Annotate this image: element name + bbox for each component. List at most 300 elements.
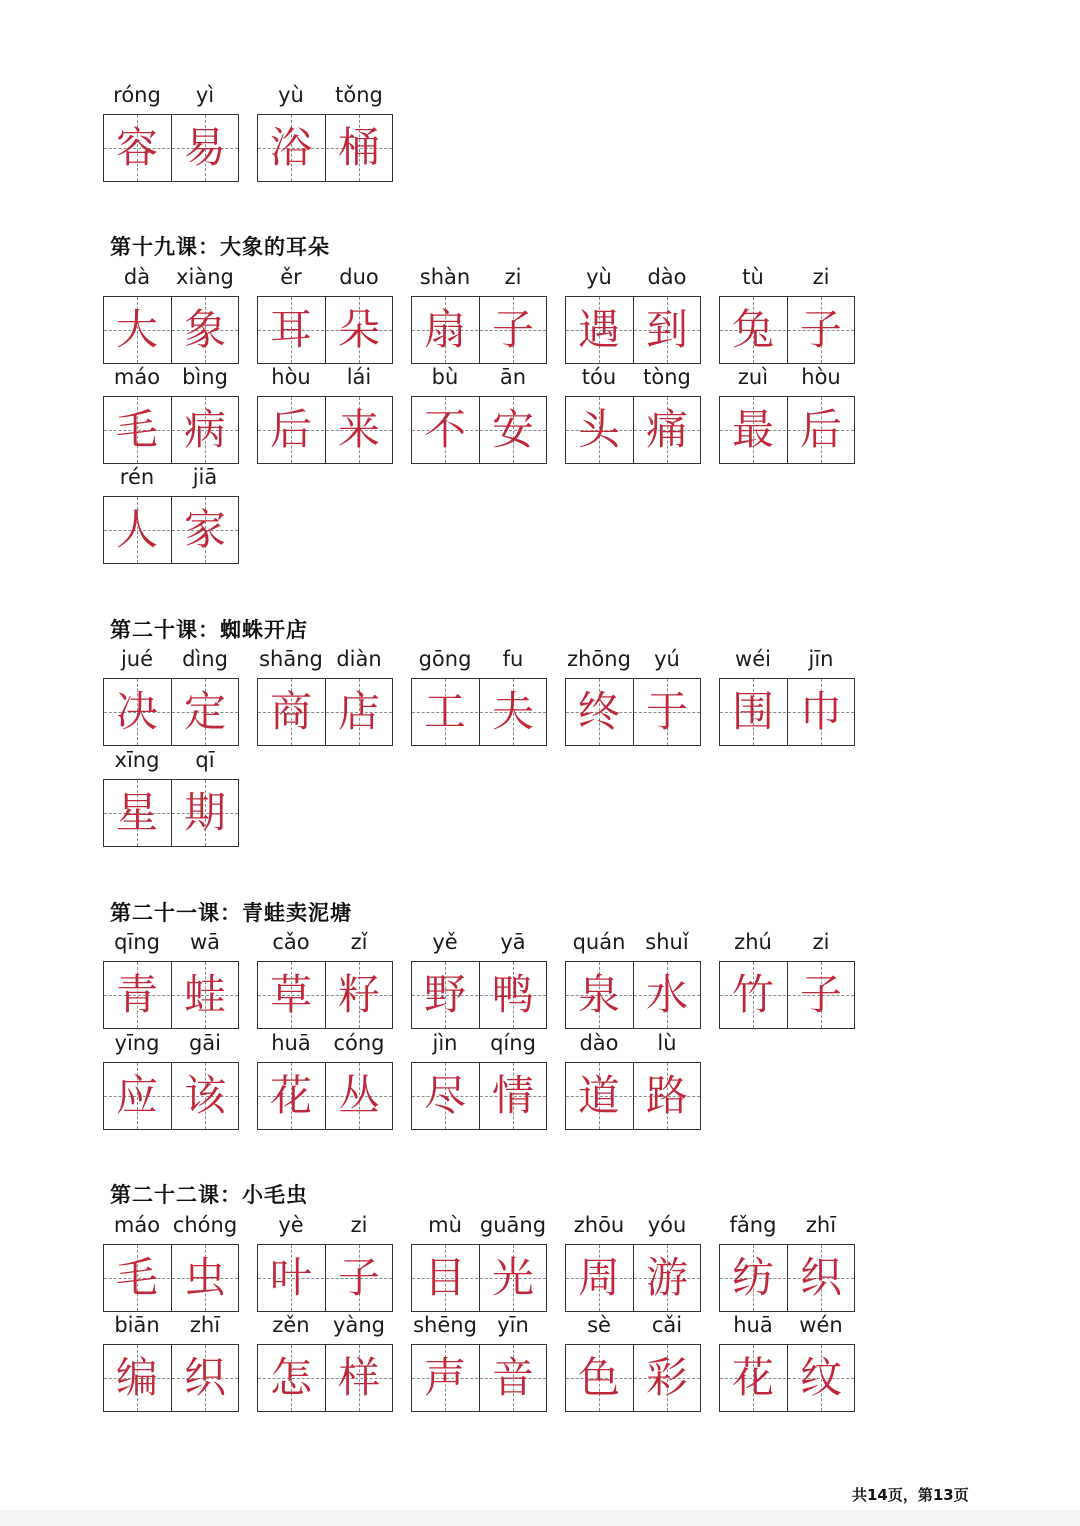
hanzi-character: 编: [115, 1353, 158, 1402]
hanzi-character: 巾: [799, 687, 842, 736]
character-cell: [258, 679, 324, 745]
character-cell: [258, 397, 324, 463]
pinyin-row: [565, 646, 701, 676]
character-cell: [171, 1063, 238, 1129]
pinyin-syllable: gāi: [188, 1031, 222, 1055]
character-cell: [325, 962, 392, 1028]
pinyin-syllable: zi: [812, 930, 830, 954]
hanzi-character: 水: [645, 970, 688, 1019]
pinyin-syllable: yā: [500, 930, 526, 954]
character-cell: [412, 679, 478, 745]
pinyin-syllable: zěn: [272, 1313, 310, 1337]
pinyin-row: [103, 364, 239, 394]
character-cell: [479, 297, 546, 363]
page-number: 共14页，第13页: [852, 1486, 969, 1504]
pinyin-syllable: tǒng: [335, 83, 383, 107]
tianzige-grid: [411, 678, 547, 746]
tianzige-grid: [719, 1244, 855, 1312]
pinyin-row: [103, 1312, 239, 1342]
tianzige-grid: [411, 1244, 547, 1312]
pinyin-syllable: huā: [733, 1313, 773, 1337]
pinyin-row: [257, 364, 393, 394]
pinyin-syllable: cóng: [333, 1031, 385, 1055]
vocab-word: [257, 1030, 393, 1130]
vocab-word: [103, 747, 239, 847]
pinyin-syllable: máo: [113, 365, 161, 389]
hanzi-character: 花: [269, 1071, 312, 1120]
pinyin-syllable: tòng: [643, 365, 691, 389]
character-cell: [787, 297, 854, 363]
hanzi-character: 兔: [731, 305, 774, 354]
hanzi-character: 最: [731, 405, 774, 454]
character-cell: [479, 1345, 546, 1411]
pinyin-syllable: zi: [812, 265, 830, 289]
character-cell: [412, 1063, 478, 1129]
hanzi-character: 子: [491, 305, 534, 354]
character-cell: [633, 1245, 700, 1311]
character-cell: [633, 397, 700, 463]
vocab-word: [103, 464, 239, 564]
character-cell: [104, 397, 170, 463]
pinyin-syllable: yè: [278, 1213, 304, 1237]
pinyin-syllable: yàng: [333, 1313, 385, 1337]
vocab-word: [565, 264, 701, 364]
tianzige-grid: [103, 296, 239, 364]
pinyin-row: [719, 1312, 855, 1342]
tianzige-grid: [103, 961, 239, 1029]
character-cell: [566, 297, 632, 363]
character-cell: [566, 1245, 632, 1311]
hanzi-character: 道: [577, 1071, 620, 1120]
character-cell: [787, 1245, 854, 1311]
character-cell: [479, 397, 546, 463]
hanzi-character: 到: [645, 305, 688, 354]
hanzi-character: 怎: [269, 1353, 312, 1402]
pinyin-syllable: rén: [119, 465, 155, 489]
tianzige-grid: [257, 1244, 393, 1312]
vocab-word: [565, 646, 701, 746]
tianzige-grid: [565, 1062, 701, 1130]
pinyin-syllable: yú: [654, 647, 680, 671]
pinyin-syllable: lái: [346, 365, 372, 389]
character-cell: [566, 397, 632, 463]
pinyin-syllable: qíng: [490, 1031, 536, 1055]
pinyin-syllable: fu: [502, 647, 524, 671]
hanzi-character: 终: [577, 687, 620, 736]
tianzige-grid: [719, 296, 855, 364]
hanzi-character: 该: [183, 1071, 226, 1120]
tianzige-grid: [565, 1344, 701, 1412]
hanzi-character: 子: [799, 305, 842, 354]
character-cell: [479, 679, 546, 745]
pinyin-syllable: yě: [432, 930, 458, 954]
lesson-title: 第二十二课：小毛虫: [110, 1182, 308, 1207]
character-cell: [325, 1245, 392, 1311]
hanzi-character: 彩: [645, 1353, 688, 1402]
character-cell: [566, 1063, 632, 1129]
character-cell: [412, 297, 478, 363]
pinyin-syllable: lù: [657, 1031, 677, 1055]
character-cell: [566, 679, 632, 745]
character-cell: [787, 962, 854, 1028]
pinyin-syllable: jiā: [192, 465, 218, 489]
character-cell: [720, 397, 786, 463]
pinyin-syllable: ān: [499, 365, 527, 389]
pinyin-row: [257, 646, 393, 676]
vocab-word: [719, 1212, 855, 1312]
tianzige-grid: [565, 1244, 701, 1312]
hanzi-character: 店: [337, 687, 380, 736]
character-cell: [720, 962, 786, 1028]
vocab-word: [565, 1030, 701, 1130]
pinyin-row: [411, 646, 547, 676]
vocab-word: [411, 1212, 547, 1312]
pinyin-row: [411, 1212, 547, 1242]
character-cell: [325, 115, 392, 181]
hanzi-character: 草: [269, 970, 312, 1019]
vocab-word: [257, 1212, 393, 1312]
hanzi-character: 围: [731, 687, 774, 736]
pinyin-syllable: yì: [195, 83, 215, 107]
pinyin-syllable: gōng: [418, 647, 472, 671]
tianzige-grid: [565, 396, 701, 464]
hanzi-character: 情: [491, 1071, 534, 1120]
hanzi-character: 泉: [577, 970, 620, 1019]
vocab-word: [103, 364, 239, 464]
vocab-word: [257, 82, 393, 182]
hanzi-character: 期: [183, 788, 226, 837]
pinyin-row: [719, 264, 855, 294]
character-cell: [171, 497, 238, 563]
pinyin-row: [257, 1312, 393, 1342]
hanzi-character: 朵: [337, 305, 380, 354]
character-cell: [787, 679, 854, 745]
character-cell: [787, 397, 854, 463]
pinyin-syllable: quán: [572, 930, 626, 954]
vocab-word: [103, 82, 239, 182]
pinyin-syllable: qī: [195, 748, 215, 772]
character-cell: [633, 679, 700, 745]
pinyin-row: [103, 747, 239, 777]
character-cell: [104, 1345, 170, 1411]
hanzi-character: 于: [645, 687, 688, 736]
pinyin-syllable: guāng: [479, 1213, 547, 1237]
pinyin-syllable: dào: [647, 265, 687, 289]
pinyin-syllable: duo: [339, 265, 379, 289]
pinyin-row: [719, 364, 855, 394]
character-cell: [720, 679, 786, 745]
hanzi-character: 来: [337, 405, 380, 454]
character-cell: [258, 1063, 324, 1129]
vocab-word: [719, 1312, 855, 1412]
hanzi-character: 象: [183, 305, 226, 354]
vocab-word: [411, 646, 547, 746]
hanzi-character: 虫: [183, 1253, 226, 1302]
character-cell: [171, 679, 238, 745]
pinyin-syllable: zuì: [737, 365, 769, 389]
tianzige-grid: [103, 396, 239, 464]
character-cell: [104, 962, 170, 1028]
hanzi-character: 家: [183, 505, 226, 554]
vocab-word: [411, 1030, 547, 1130]
character-cell: [479, 1245, 546, 1311]
character-cell: [171, 297, 238, 363]
tianzige-grid: [719, 1344, 855, 1412]
character-cell: [633, 1063, 700, 1129]
character-cell: [171, 115, 238, 181]
character-cell: [171, 1245, 238, 1311]
pinyin-row: [411, 1312, 547, 1342]
vocab-word: [719, 364, 855, 464]
vocab-word: [411, 364, 547, 464]
tianzige-grid: [411, 1344, 547, 1412]
pinyin-syllable: tóu: [581, 365, 617, 389]
character-cell: [258, 1245, 324, 1311]
hanzi-character: 头: [577, 405, 620, 454]
tianzige-grid: [103, 496, 239, 564]
tianzige-grid: [103, 779, 239, 847]
tianzige-grid: [411, 961, 547, 1029]
character-cell: [104, 1063, 170, 1129]
vocab-word: [565, 1212, 701, 1312]
pinyin-syllable: zi: [504, 265, 522, 289]
pinyin-row: [103, 82, 239, 112]
hanzi-character: 痛: [645, 405, 688, 454]
vocab-word: [103, 646, 239, 746]
hanzi-character: 易: [183, 123, 226, 172]
pinyin-syllable: zhōng: [567, 647, 631, 671]
tianzige-grid: [257, 961, 393, 1029]
pinyin-syllable: mù: [428, 1213, 462, 1237]
pinyin-row: [719, 929, 855, 959]
pinyin-syllable: zi: [350, 1213, 368, 1237]
character-cell: [171, 780, 238, 846]
character-cell: [566, 962, 632, 1028]
pinyin-syllable: bù: [431, 365, 459, 389]
character-cell: [412, 1345, 478, 1411]
vocab-word: [565, 1312, 701, 1412]
pinyin-row: [411, 264, 547, 294]
character-cell: [104, 1245, 170, 1311]
hanzi-character: 桶: [337, 123, 380, 172]
vocab-word: [103, 1312, 239, 1412]
hanzi-character: 声: [423, 1353, 466, 1402]
pinyin-syllable: máo: [113, 1213, 161, 1237]
hanzi-character: 后: [799, 405, 842, 454]
hanzi-character: 织: [799, 1253, 842, 1302]
character-cell: [412, 397, 478, 463]
pinyin-syllable: jué: [120, 647, 154, 671]
character-cell: [104, 780, 170, 846]
lesson-title: 第十九课：大象的耳朵: [110, 234, 330, 259]
hanzi-character: 目: [423, 1253, 466, 1302]
tianzige-grid: [257, 396, 393, 464]
pinyin-syllable: chóng: [172, 1213, 238, 1237]
pinyin-syllable: diàn: [336, 647, 382, 671]
pinyin-row: [565, 1212, 701, 1242]
hanzi-character: 竹: [731, 970, 774, 1019]
pinyin-row: [565, 364, 701, 394]
character-cell: [104, 115, 170, 181]
pinyin-syllable: dào: [579, 1031, 619, 1055]
pinyin-syllable: dìng: [182, 647, 228, 671]
hanzi-character: 织: [183, 1353, 226, 1402]
tianzige-grid: [411, 1062, 547, 1130]
pinyin-syllable: yù: [278, 83, 304, 107]
vocab-word: [719, 264, 855, 364]
tianzige-grid: [565, 678, 701, 746]
character-cell: [787, 1345, 854, 1411]
character-cell: [258, 115, 324, 181]
pinyin-row: [411, 929, 547, 959]
pinyin-syllable: wéi: [735, 647, 771, 671]
hanzi-character: 定: [183, 687, 226, 736]
character-cell: [633, 297, 700, 363]
tianzige-grid: [257, 678, 393, 746]
hanzi-character: 色: [577, 1353, 620, 1402]
pinyin-syllable: fǎng: [729, 1213, 777, 1237]
hanzi-character: 夫: [491, 687, 534, 736]
character-cell: [325, 397, 392, 463]
tianzige-grid: [257, 1344, 393, 1412]
tianzige-grid: [257, 1062, 393, 1130]
pinyin-row: [257, 929, 393, 959]
pinyin-syllable: zhú: [734, 930, 772, 954]
tianzige-grid: [719, 961, 855, 1029]
pinyin-row: [103, 1212, 239, 1242]
pinyin-syllable: hòu: [271, 365, 311, 389]
hanzi-character: 人: [115, 505, 158, 554]
pinyin-syllable: hòu: [801, 365, 841, 389]
pinyin-row: [103, 929, 239, 959]
hanzi-character: 毛: [115, 405, 158, 454]
hanzi-character: 纺: [731, 1253, 774, 1302]
character-cell: [412, 1245, 478, 1311]
pinyin-syllable: yóu: [647, 1213, 687, 1237]
character-cell: [325, 1345, 392, 1411]
pinyin-syllable: zhōu: [573, 1213, 625, 1237]
character-cell: [720, 1345, 786, 1411]
character-cell: [720, 1245, 786, 1311]
vocab-word: [411, 929, 547, 1029]
pinyin-syllable: dà: [123, 265, 151, 289]
tianzige-grid: [719, 396, 855, 464]
lesson-title: 第二十课：蜘蛛开店: [110, 617, 308, 642]
vocab-word: [103, 1212, 239, 1312]
pinyin-row: [565, 1312, 701, 1342]
pinyin-syllable: shēng: [413, 1313, 477, 1337]
vocab-word: [257, 646, 393, 746]
pinyin-row: [103, 464, 239, 494]
character-cell: [325, 679, 392, 745]
character-cell: [566, 1345, 632, 1411]
hanzi-character: 丛: [337, 1071, 380, 1120]
tianzige-grid: [411, 396, 547, 464]
pinyin-row: [103, 1030, 239, 1060]
hanzi-character: 容: [115, 123, 158, 172]
pinyin-syllable: shāng: [259, 647, 323, 671]
pinyin-syllable: shàn: [419, 265, 471, 289]
pinyin-row: [565, 264, 701, 294]
tianzige-grid: [103, 678, 239, 746]
hanzi-character: 籽: [337, 970, 380, 1019]
character-cell: [258, 297, 324, 363]
hanzi-character: 光: [491, 1253, 534, 1302]
pinyin-syllable: shuǐ: [645, 930, 689, 954]
tianzige-grid: [257, 296, 393, 364]
pinyin-row: [411, 364, 547, 394]
pinyin-syllable: biān: [114, 1313, 160, 1337]
pinyin-syllable: yīn: [497, 1313, 529, 1337]
tianzige-grid: [103, 1062, 239, 1130]
character-cell: [171, 962, 238, 1028]
tianzige-grid: [565, 296, 701, 364]
pinyin-row: [565, 1030, 701, 1060]
vocab-word: [411, 1312, 547, 1412]
vocab-word: [565, 929, 701, 1029]
pinyin-syllable: tù: [742, 265, 764, 289]
pinyin-row: [257, 264, 393, 294]
pinyin-syllable: xīng: [114, 748, 160, 772]
pinyin-row: [719, 1212, 855, 1242]
hanzi-character: 后: [269, 405, 312, 454]
lesson-title: 第二十一课：青蛙卖泥塘: [110, 900, 352, 925]
pinyin-row: [103, 646, 239, 676]
pinyin-row: [257, 1030, 393, 1060]
hanzi-character: 叶: [269, 1253, 312, 1302]
hanzi-character: 花: [731, 1353, 774, 1402]
pinyin-syllable: róng: [113, 83, 161, 107]
pinyin-syllable: zǐ: [350, 930, 368, 954]
pinyin-syllable: wén: [799, 1313, 843, 1337]
pinyin-syllable: sè: [587, 1313, 611, 1337]
pinyin-syllable: cǎi: [651, 1313, 683, 1337]
pinyin-row: [565, 929, 701, 959]
tianzige-grid: [103, 114, 239, 182]
hanzi-character: 蛙: [183, 970, 226, 1019]
pinyin-row: [719, 646, 855, 676]
pinyin-syllable: cǎo: [272, 930, 310, 954]
hanzi-character: 子: [799, 970, 842, 1019]
pinyin-syllable: ěr: [280, 265, 302, 289]
hanzi-character: 安: [491, 405, 534, 454]
vocab-word: [103, 264, 239, 364]
hanzi-character: 路: [645, 1071, 688, 1120]
vocab-word: [411, 264, 547, 364]
vocab-word: [103, 1030, 239, 1130]
character-cell: [171, 397, 238, 463]
hanzi-character: 商: [269, 687, 312, 736]
hanzi-character: 星: [115, 788, 158, 837]
pinyin-syllable: qīng: [114, 930, 160, 954]
pinyin-row: [103, 264, 239, 294]
hanzi-character: 应: [115, 1071, 158, 1120]
hanzi-character: 扇: [423, 305, 466, 354]
vocab-word: [257, 264, 393, 364]
pinyin-syllable: zhī: [189, 1313, 221, 1337]
vocab-word: [719, 646, 855, 746]
character-cell: [325, 297, 392, 363]
tianzige-grid: [103, 1244, 239, 1312]
hanzi-character: 游: [645, 1253, 688, 1302]
hanzi-character: 鸭: [491, 970, 534, 1019]
tianzige-grid: [257, 114, 393, 182]
hanzi-character: 不: [423, 405, 466, 454]
tianzige-grid: [565, 961, 701, 1029]
hanzi-character: 浴: [269, 123, 312, 172]
character-cell: [258, 962, 324, 1028]
character-cell: [479, 962, 546, 1028]
